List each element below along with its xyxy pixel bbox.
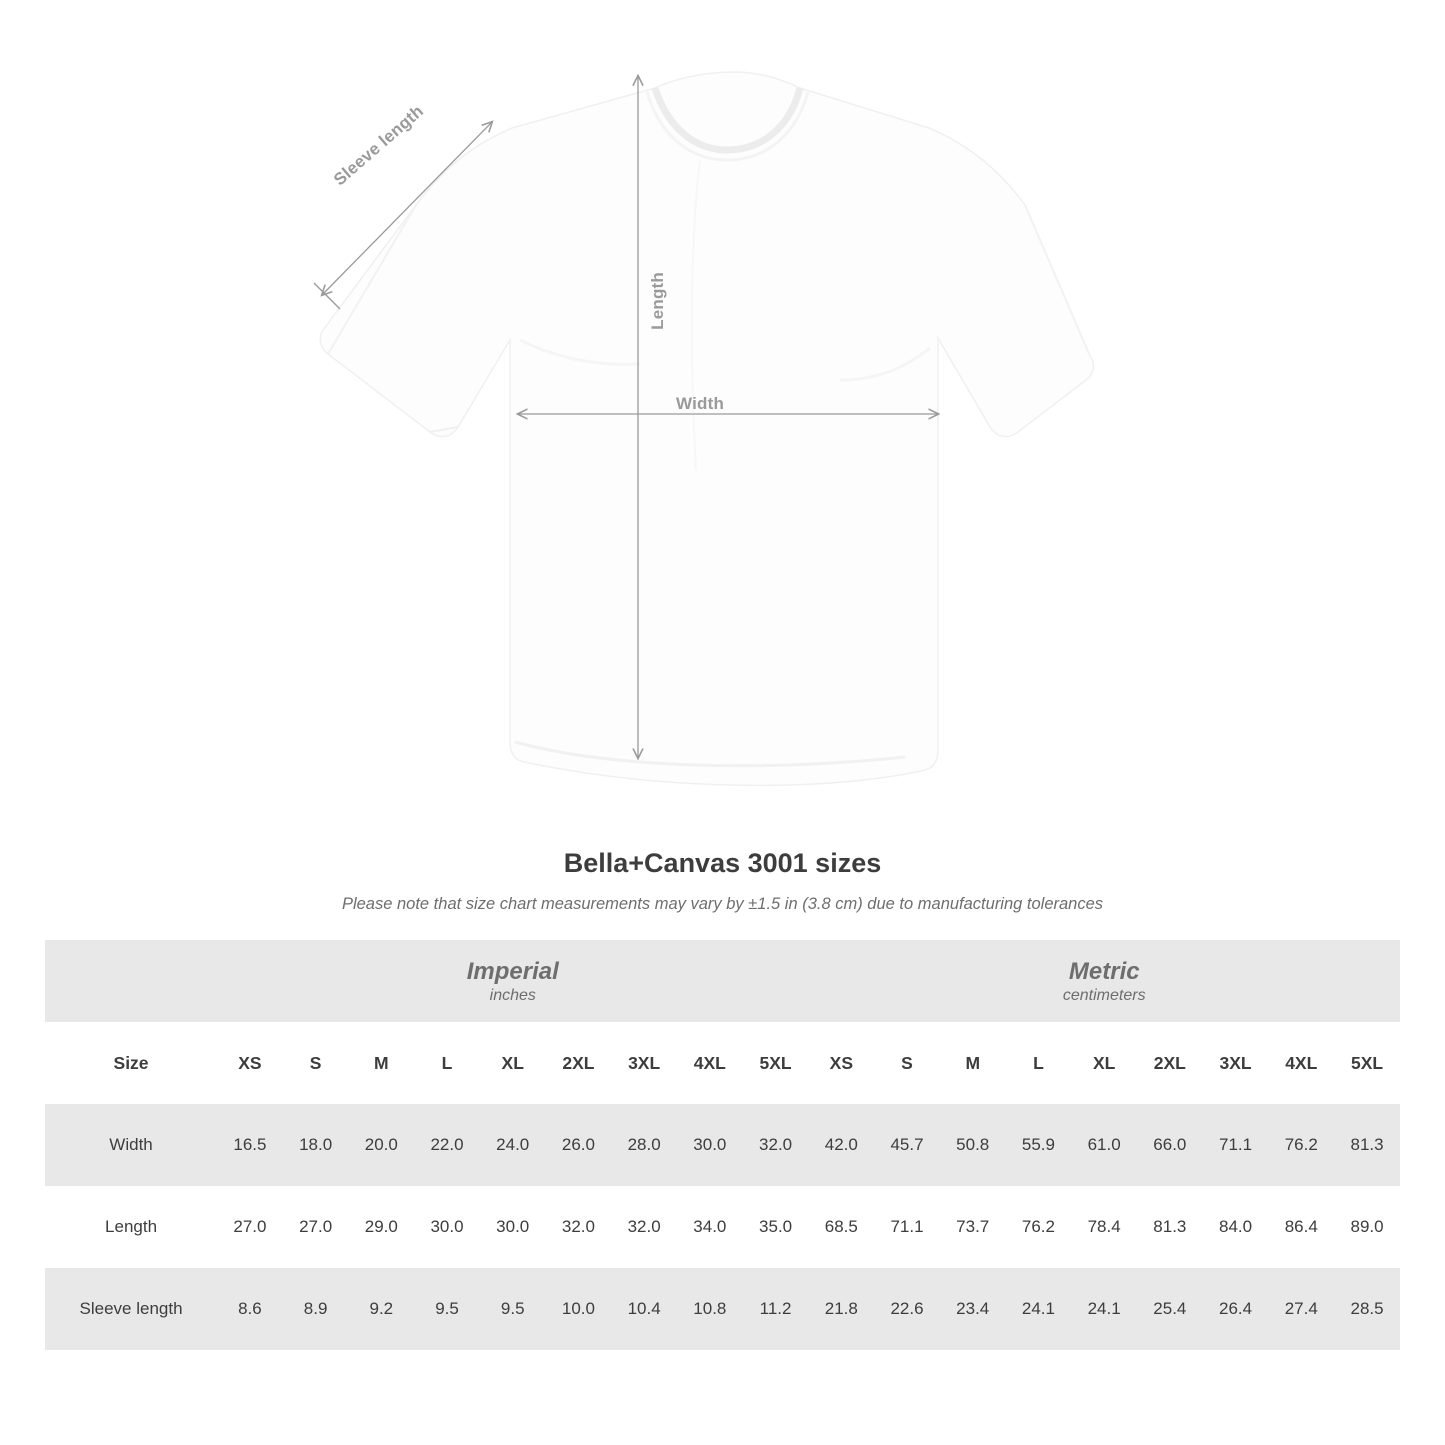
table-cell: 66.0 <box>1137 1104 1203 1186</box>
table-cell: 32.0 <box>743 1104 809 1186</box>
size-header-cell: 5XL <box>743 1022 809 1104</box>
table-cell: 24.1 <box>1006 1268 1072 1350</box>
table-cell: 26.4 <box>1203 1268 1269 1350</box>
table-row <box>45 1104 1400 1186</box>
size-header-cell: 5XL <box>1334 1022 1400 1104</box>
table-cell: 42.0 <box>808 1104 874 1186</box>
table-cell: 61.0 <box>1071 1104 1137 1186</box>
table-cell: 50.8 <box>940 1104 1006 1186</box>
sleeve-length-label: Sleeve length <box>330 101 428 190</box>
size-header-cell: 3XL <box>611 1022 677 1104</box>
length-label: Length <box>648 272 667 330</box>
metric-unit-name: centimeters <box>1062 987 1146 1004</box>
size-header-cell: 4XL <box>1268 1022 1334 1104</box>
table-cell: 27.0 <box>283 1186 349 1268</box>
table-cell: 73.7 <box>940 1186 1006 1268</box>
table-cell: 11.2 <box>743 1268 809 1350</box>
table-cell: 28.5 <box>1334 1268 1400 1350</box>
size-header-cell: M <box>348 1022 414 1104</box>
size-header-cell: 3XL <box>1203 1022 1269 1104</box>
size-chart-table-wrapper <box>45 940 1400 1350</box>
size-header-cell: 2XL <box>546 1022 612 1104</box>
table-cell: 22.0 <box>414 1104 480 1186</box>
size-header-cell: 4XL <box>677 1022 743 1104</box>
table-cell: 10.0 <box>546 1268 612 1350</box>
title-block <box>0 848 1445 914</box>
unit-header-imperial <box>217 940 808 1022</box>
table-cell: 9.5 <box>480 1268 546 1350</box>
size-header-cell: 2XL <box>1137 1022 1203 1104</box>
table-cell: 86.4 <box>1268 1186 1334 1268</box>
table-cell: 25.4 <box>1137 1268 1203 1350</box>
table-cell: 71.1 <box>874 1186 940 1268</box>
size-header-cell: XL <box>480 1022 546 1104</box>
table-cell: 32.0 <box>611 1186 677 1268</box>
table-cell: 30.0 <box>480 1186 546 1268</box>
size-row-label: Size <box>45 1022 217 1104</box>
width-label: Width <box>676 394 725 413</box>
table-cell: 30.0 <box>677 1104 743 1186</box>
unit-header-blank <box>45 940 217 1022</box>
table-row <box>45 1268 1400 1350</box>
table-cell: 27.4 <box>1268 1268 1334 1350</box>
table-cell: 20.0 <box>348 1104 414 1186</box>
table-cell: 23.4 <box>940 1268 1006 1350</box>
table-cell: 30.0 <box>414 1186 480 1268</box>
table-cell: 76.2 <box>1006 1186 1072 1268</box>
size-header-cell: XS <box>217 1022 283 1104</box>
table-cell: 24.1 <box>1071 1268 1137 1350</box>
table-cell: 89.0 <box>1334 1186 1400 1268</box>
table-cell: 76.2 <box>1268 1104 1334 1186</box>
table-size-header-row <box>45 1022 1400 1104</box>
page-title: Bella+Canvas 3001 sizes <box>563 848 882 878</box>
table-cell: 9.2 <box>348 1268 414 1350</box>
table-cell: 18.0 <box>283 1104 349 1186</box>
table-cell: 9.5 <box>414 1268 480 1350</box>
imperial-system-name: Imperial <box>466 958 559 985</box>
table-cell: 81.3 <box>1137 1186 1203 1268</box>
table-cell: 71.1 <box>1203 1104 1269 1186</box>
table-cell: 32.0 <box>546 1186 612 1268</box>
imperial-unit-name: inches <box>489 987 536 1004</box>
table-cell: 16.5 <box>217 1104 283 1186</box>
table-cell: 29.0 <box>348 1186 414 1268</box>
table-cell: 34.0 <box>677 1186 743 1268</box>
size-header-cell: S <box>874 1022 940 1104</box>
row-label-sleeve-length: Sleeve length <box>45 1268 217 1350</box>
table-cell: 45.7 <box>874 1104 940 1186</box>
table-unit-header-row <box>45 940 1400 1022</box>
row-label-width: Width <box>45 1104 217 1186</box>
unit-header-metric <box>808 940 1400 1022</box>
table-cell: 28.0 <box>611 1104 677 1186</box>
table-cell: 84.0 <box>1203 1186 1269 1268</box>
metric-system-name: Metric <box>1068 958 1140 985</box>
size-header-cell: L <box>414 1022 480 1104</box>
table-cell: 10.8 <box>677 1268 743 1350</box>
size-header-cell: XS <box>808 1022 874 1104</box>
table-row <box>45 1186 1400 1268</box>
table-cell: 21.8 <box>808 1268 874 1350</box>
table-cell: 22.6 <box>874 1268 940 1350</box>
table-cell: 8.9 <box>283 1268 349 1350</box>
size-header-cell: S <box>283 1022 349 1104</box>
size-chart-table <box>45 940 1400 1350</box>
table-cell: 35.0 <box>743 1186 809 1268</box>
row-label-length: Length <box>45 1186 217 1268</box>
table-cell: 81.3 <box>1334 1104 1400 1186</box>
table-cell: 26.0 <box>546 1104 612 1186</box>
size-header-cell: M <box>940 1022 1006 1104</box>
table-cell: 27.0 <box>217 1186 283 1268</box>
sleeve-tick <box>314 283 340 309</box>
size-header-cell: XL <box>1071 1022 1137 1104</box>
tolerance-note: Please note that size chart measurements may vary by ±1.5 in (3.8 cm) due to manufacturing tolerances <box>341 895 1104 913</box>
table-cell: 68.5 <box>808 1186 874 1268</box>
table-cell: 8.6 <box>217 1268 283 1350</box>
table-cell: 24.0 <box>480 1104 546 1186</box>
table-cell: 78.4 <box>1071 1186 1137 1268</box>
table-cell: 10.4 <box>611 1268 677 1350</box>
table-cell: 55.9 <box>1006 1104 1072 1186</box>
size-header-cell: L <box>1006 1022 1072 1104</box>
